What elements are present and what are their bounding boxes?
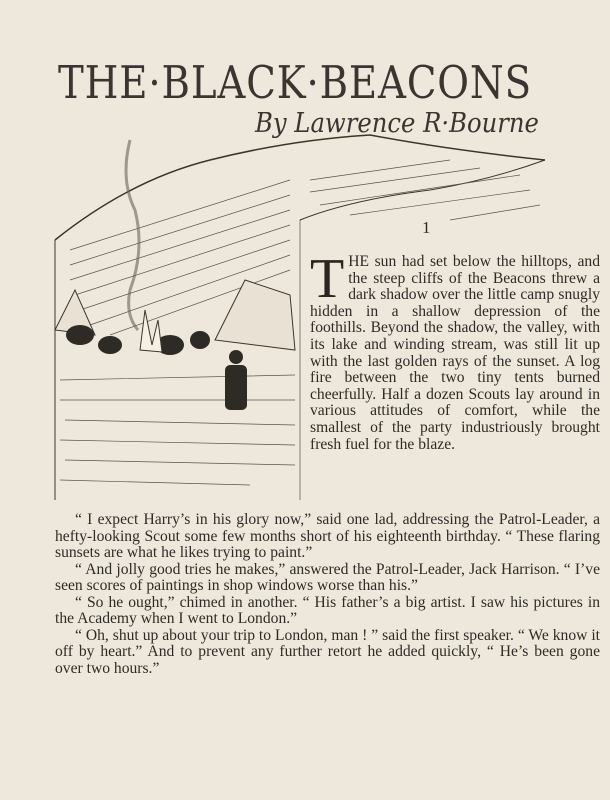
paragraph: “ So he ought,” chimed in another. “ His father’s a big artist. I saw his pictures in the Academy when I went to London.” [55, 593, 600, 627]
chapter-number: 1 [422, 218, 431, 237]
opening-text: HE sun had set below the hilltops, and the steep cliffs of the Beacons threw a dark shadow over the little camp snugly hidden in a shallow depression of the foothills. Beyond the shadow, the valley, with its lake and winding stream, was still lit up with the last golden rays of the sunset. A log fire between the two tiny tents burned cheerfully. Half a dozen Scouts lay around in various attitudes of comfort, while the smallest of the party industriously brought fresh fuel for the blaze. [310, 253, 600, 453]
tent-shape [215, 280, 295, 350]
paragraph: “ Oh, shut up about your trip to London, man ! ” said the first speaker. “ We know it off by heart.” And to prevent any further retort he added quickly, “ He’s been gone over two hours.” [55, 626, 600, 677]
paragraph: “ And jolly good tries he makes,” answered the Patrol-Leader, Jack Harrison. “ I’ve seen scores of paintings in shop windows worse than his.” [55, 560, 600, 594]
drop-cap: T [310, 248, 345, 310]
body-text [55, 512, 600, 677]
opening-paragraph [310, 248, 600, 453]
author-byline: By Lawrence R·Bourne [255, 108, 539, 139]
story-title: THE·BLACK·BEACONS [58, 56, 532, 109]
paragraph: “ I expect Harry’s in his glory now,” said one lad, addressing the Patrol-Leader, a hefty-looking Scout some few months short of his eighteenth birthday. “ These flaring sunsets are what he likes trying to paint.” [55, 511, 600, 561]
